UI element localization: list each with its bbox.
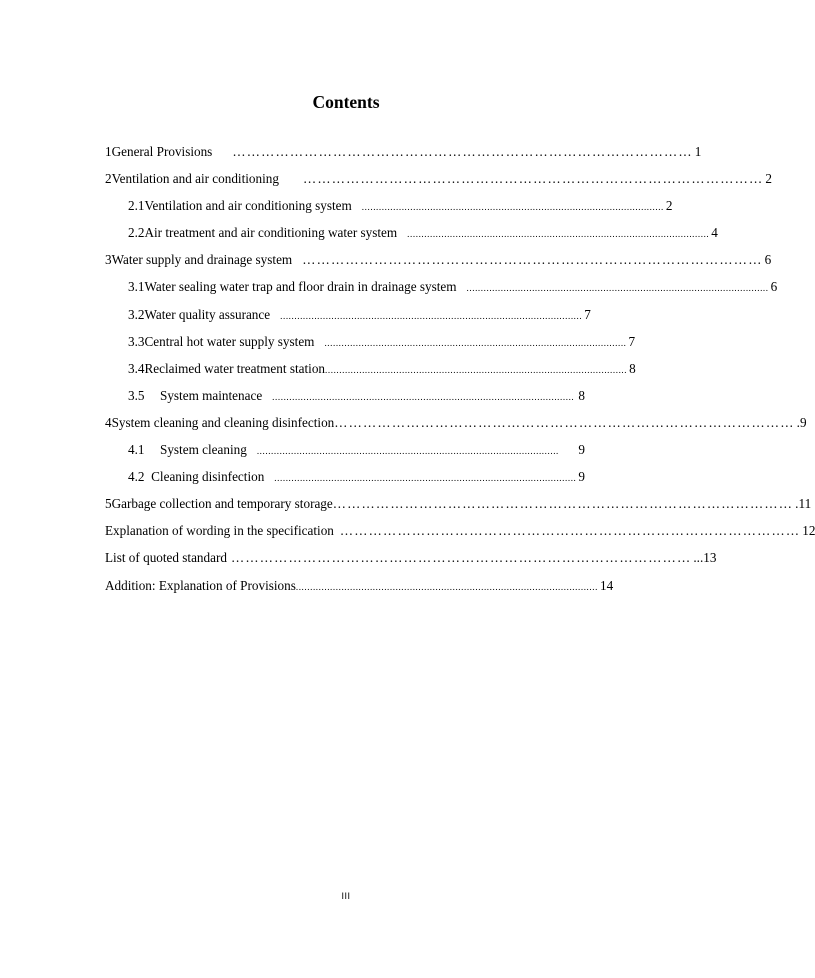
toc-entry-label: General Provisions (111, 144, 213, 159)
dot-leader: .......................................................................................................... (274, 473, 577, 484)
toc-entry-page: 7 (584, 306, 591, 322)
toc-entry-label: Ventilation and air conditioning system (144, 198, 352, 214)
toc-entry-number: 5 (105, 496, 112, 512)
toc-entry-number: 3.4 (128, 360, 145, 376)
toc-entry-page: ...13 (693, 550, 717, 566)
toc-entry-number: 1 (105, 144, 112, 159)
dot-leader: …………………………………………………………………………………… (302, 171, 764, 187)
contents-title: Contents (312, 92, 380, 112)
toc-entry-label: Water sealing water trap and floor drain in drainage system (144, 279, 457, 295)
toc-entry-number: 3.3 (128, 333, 145, 349)
toc-entry-label: Explanation of wording in the specification (105, 523, 334, 539)
dot-leader: .......................................................................................................... (324, 337, 627, 348)
toc-entry-number: 4 (105, 414, 112, 430)
toc-entry-label: List of quoted standard (105, 550, 227, 566)
toc-entry[interactable] (105, 467, 585, 494)
toc-entry-label: Reclaimed water treatment station (144, 360, 326, 376)
dot-leader: .......................................................................................................... (280, 310, 583, 321)
toc-entry-number: 3.1 (128, 279, 145, 295)
toc-entry-page: 6 (770, 279, 778, 295)
toc-entry[interactable] (105, 576, 614, 603)
toc-entry-number: 3.5 (128, 387, 145, 403)
toc-entry-label: Cleaning disinfection (151, 469, 265, 485)
toc-entry-label: Water quality assurance (144, 306, 271, 322)
toc-entry-label: System cleaning (160, 442, 247, 458)
dot-leader: .......................................................................................................... (361, 202, 664, 213)
toc-entry[interactable] (105, 277, 778, 304)
dot-leader: …………………………………………………………………………………… (339, 523, 801, 539)
toc-entry-number: 3 (105, 252, 112, 268)
toc-entry[interactable] (105, 250, 772, 277)
toc-entry-page: 12 (802, 523, 815, 539)
toc-entry-number: 3.2 (128, 306, 145, 322)
toc-entry-page: 2 (765, 171, 772, 187)
toc-entry-label: Water supply and drainage system (111, 252, 293, 268)
toc-entry-page: 1 (694, 144, 702, 159)
toc-entry-page: 9 (578, 442, 585, 458)
toc-entry-label: Addition: Explanation of Provisions (105, 577, 296, 593)
toc-entry-label: Garbage collection and temporary storage (111, 496, 333, 512)
toc-entry-page: 2 (665, 198, 673, 214)
toc-entry-page: .11 (795, 496, 812, 512)
toc-entry-page: 9 (578, 469, 585, 485)
toc-entry[interactable] (105, 386, 585, 413)
toc-entry-label: Air treatment and air conditioning water system (144, 225, 398, 241)
dot-leader: .......................................................................................................... (407, 229, 710, 240)
toc-entry-label: System maintenace (160, 387, 263, 403)
toc-entry-page: .9 (796, 414, 807, 430)
toc-entry[interactable] (105, 142, 702, 169)
toc-entry[interactable] (105, 548, 717, 575)
toc-entry-label: Central hot water supply system (144, 333, 315, 349)
toc-entry[interactable] (105, 521, 815, 548)
dot-leader: .......................................................................................................... (256, 446, 559, 457)
dot-leader: .......................................................................................................... (272, 391, 575, 402)
toc-entry-label: System cleaning and cleaning disinfection (111, 414, 335, 430)
dot-leader: …………………………………………………………………………………… (334, 414, 795, 430)
page-number: III (341, 891, 351, 901)
toc-entry-number: 4.1 (128, 442, 145, 458)
dot-leader: .......................................................................................................... (466, 283, 769, 294)
dot-leader: …………………………………………………………………………………… (232, 144, 693, 159)
dot-leader: .......................................................................................................... (295, 581, 598, 592)
toc-entry-number: 4.2 (128, 469, 145, 485)
dot-leader: …………………………………………………………………………………… (230, 550, 692, 566)
dot-leader: …………………………………………………………………………………… (302, 252, 763, 268)
toc-entry[interactable] (105, 413, 807, 440)
toc-entry-page: 7 (628, 333, 636, 349)
toc-entry[interactable] (105, 359, 636, 386)
toc-entry-number: 2 (105, 171, 112, 187)
dot-leader: …………………………………………………………………………………… (332, 496, 794, 512)
toc-entry[interactable] (105, 305, 591, 332)
dot-leader: .......................................................................................................... (325, 364, 628, 375)
toc-entry-page: 6 (764, 252, 772, 268)
toc-entry[interactable] (105, 440, 585, 467)
toc-entry-page: 14 (599, 577, 614, 593)
toc-entry[interactable] (105, 332, 636, 359)
toc-entry-number: 2.2 (128, 225, 145, 241)
toc-entry-page: 8 (629, 360, 636, 376)
table-of-contents (105, 142, 815, 603)
toc-entry-page: 8 (578, 387, 585, 403)
toc-entry-number: 2.1 (128, 198, 145, 214)
toc-entry-label: Ventilation and air conditioning (111, 171, 279, 187)
toc-entry[interactable] (105, 196, 673, 223)
toc-entry-page: 4 (711, 225, 718, 241)
toc-entry[interactable] (105, 169, 772, 196)
toc-entry[interactable] (105, 223, 718, 250)
toc-entry[interactable] (105, 494, 812, 521)
